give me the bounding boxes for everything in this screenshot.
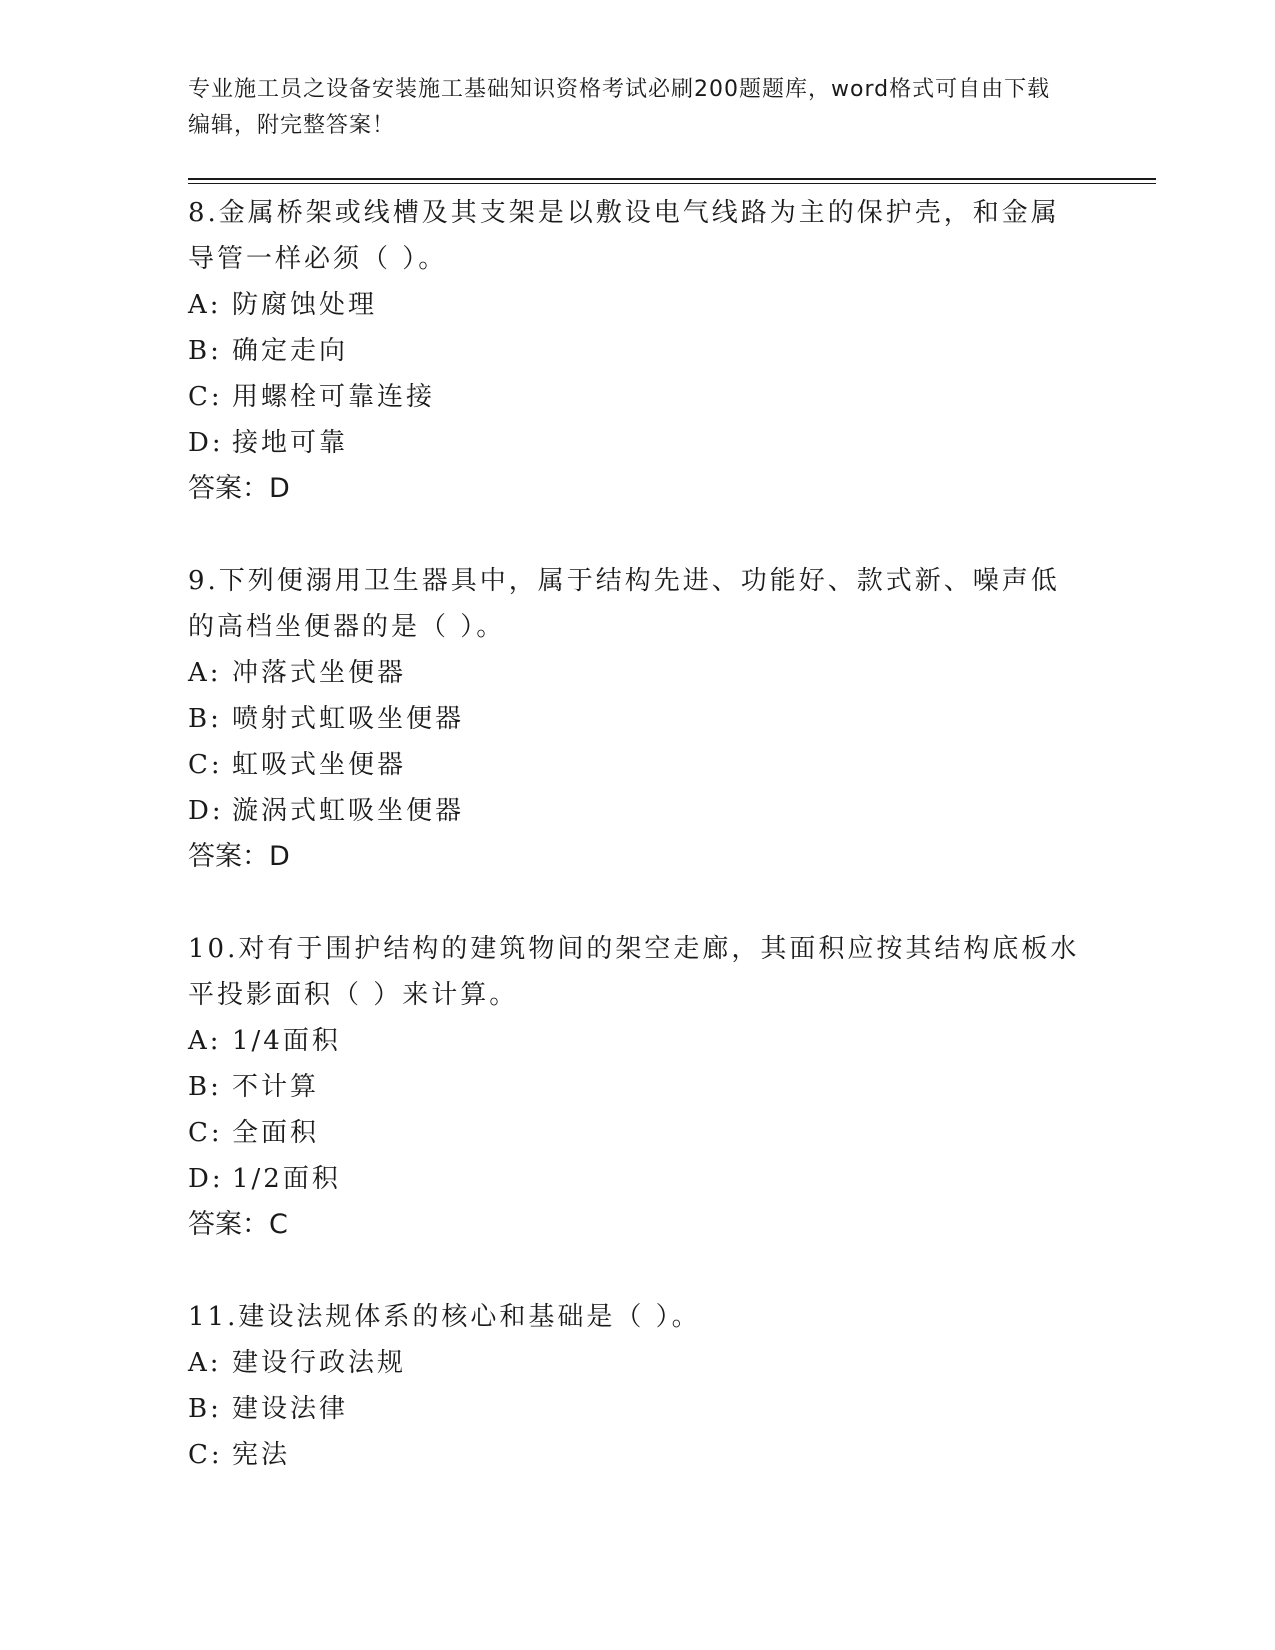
option-a [188, 1340, 1088, 1386]
option-d [188, 1156, 1088, 1202]
option-d [188, 788, 1088, 834]
option-a [188, 282, 1088, 328]
option-c [188, 1432, 1088, 1478]
option-text: 1/2面积 [232, 1164, 341, 1194]
question-stem: 11.建设法规体系的核心和基础是（ ）。 [188, 1302, 701, 1332]
option-text: 不计算 [232, 1072, 320, 1102]
option-key: D: [188, 428, 224, 458]
option-text: 漩涡式虹吸坐便器 [232, 796, 465, 826]
option-key: B: [188, 1072, 222, 1102]
question-11 [188, 1294, 1088, 1478]
option-text: 确定走向 [232, 336, 349, 366]
header-rule-thick [188, 178, 1156, 180]
option-key: A: [188, 658, 222, 688]
question-9 [188, 558, 1088, 880]
option-key: B: [188, 336, 222, 366]
option-key: C: [188, 1118, 223, 1148]
answer-line: 答案：D [188, 473, 290, 504]
option-text: 防腐蚀处理 [232, 290, 378, 320]
answer-line: 答案：D [188, 841, 290, 872]
option-c [188, 742, 1088, 788]
question-stem: 10.对有于围护结构的建筑物间的架空走廊，其面积应按其结构底板水平投影面积（ ）来计算。 [188, 934, 1080, 1010]
option-text: 全面积 [232, 1118, 320, 1148]
option-c [188, 1110, 1088, 1156]
spacer [188, 512, 1088, 558]
question-stem: 9.下列便溺用卫生器具中，属于结构先进、功能好、款式新、噪声低的高档坐便器的是（ ）。 [188, 566, 1060, 642]
option-a [188, 1018, 1088, 1064]
option-text: 冲落式坐便器 [232, 658, 407, 688]
document-header: 专业施工员之设备安装施工基础知识资格考试必刷200题题库，word格式可自由下载编辑，附完整答案！ [188, 77, 1051, 138]
spacer [188, 880, 1088, 926]
option-key: A: [188, 1026, 222, 1056]
option-text: 喷射式虹吸坐便器 [232, 704, 465, 734]
option-text: 建设行政法规 [232, 1348, 407, 1378]
option-b [188, 1064, 1088, 1110]
option-key: C: [188, 382, 223, 412]
question-10 [188, 926, 1088, 1248]
option-key: C: [188, 1440, 223, 1470]
option-d [188, 420, 1088, 466]
option-key: B: [188, 1394, 222, 1424]
option-c [188, 374, 1088, 420]
option-key: A: [188, 1348, 222, 1378]
option-key: B: [188, 704, 222, 734]
option-text: 用螺栓可靠连接 [232, 382, 436, 412]
option-a [188, 650, 1088, 696]
option-key: D: [188, 1164, 224, 1194]
question-list [188, 190, 1088, 1478]
option-key: D: [188, 796, 224, 826]
header-rule-thin [188, 183, 1156, 184]
spacer [188, 1248, 1088, 1294]
option-text: 建设法律 [232, 1394, 349, 1424]
option-text: 1/4面积 [232, 1026, 341, 1056]
option-text: 接地可靠 [232, 428, 349, 458]
option-key: C: [188, 750, 223, 780]
option-b [188, 1386, 1088, 1432]
option-b [188, 696, 1088, 742]
answer-line: 答案：C [188, 1209, 288, 1240]
question-stem: 8.金属桥架或线槽及其支架是以敷设电气线路为主的保护壳，和金属导管一样必须（ ）。 [188, 198, 1060, 274]
option-key: A: [188, 290, 222, 320]
question-8 [188, 190, 1088, 512]
option-text: 宪法 [232, 1440, 291, 1470]
option-text: 虹吸式坐便器 [232, 750, 407, 780]
option-b [188, 328, 1088, 374]
